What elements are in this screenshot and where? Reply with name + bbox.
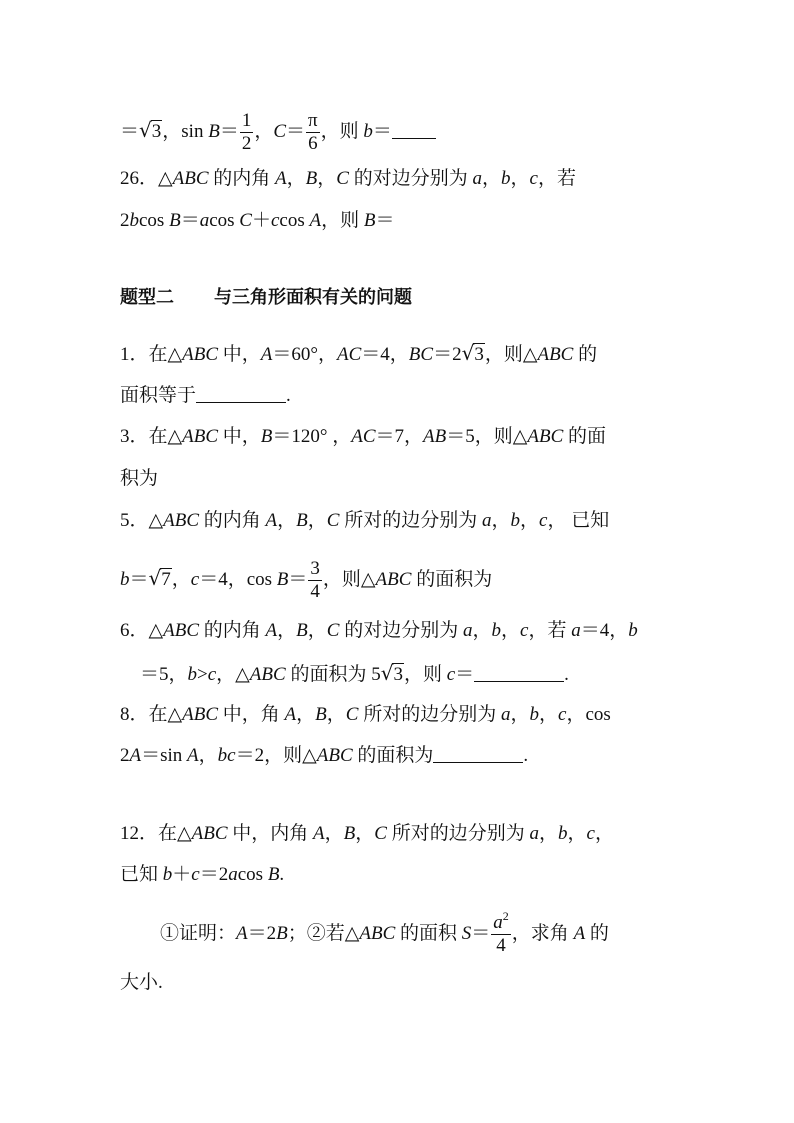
var: A xyxy=(284,704,297,725)
var: ABC xyxy=(527,426,564,447)
text: 的 xyxy=(573,344,598,365)
text: ， xyxy=(296,704,316,725)
question-5-line2 xyxy=(120,558,492,603)
var: c xyxy=(520,620,529,641)
answer-blank[interactable] xyxy=(474,663,564,682)
question-8-line1 xyxy=(120,702,611,728)
numerator: 1 xyxy=(241,110,252,131)
text: 2 xyxy=(120,745,130,766)
text: 26．△ xyxy=(120,168,173,189)
text: ， xyxy=(501,620,521,641)
text: ＝ xyxy=(129,568,149,590)
text: ＝sin xyxy=(141,745,188,766)
text: . xyxy=(279,864,285,885)
text: 所对的边分别为 xyxy=(339,510,482,531)
text: ， xyxy=(277,510,297,531)
text: 的 xyxy=(585,922,609,944)
text: 的内角 xyxy=(208,168,276,189)
text: 的对边分别为 xyxy=(339,620,463,641)
text: ， xyxy=(567,823,587,844)
heading-title: 与三角形面积有关的问题 xyxy=(214,287,412,307)
text: ＝ xyxy=(120,120,140,142)
fraction xyxy=(306,110,320,155)
text: ＝5，则△ xyxy=(446,426,528,447)
var: C xyxy=(336,168,349,189)
var: b xyxy=(628,620,638,641)
text: ＝ xyxy=(180,210,200,231)
var: c xyxy=(529,168,538,189)
fraction xyxy=(240,110,254,155)
question-12-line2 xyxy=(120,862,284,888)
text: ， xyxy=(307,510,327,531)
var: ABC xyxy=(172,168,209,189)
text: ， xyxy=(317,168,337,189)
text: ＋ xyxy=(251,210,271,231)
text: ， xyxy=(254,120,274,142)
line-continuation xyxy=(120,110,436,155)
text: cos xyxy=(209,210,240,231)
text: ，若 xyxy=(537,168,576,189)
numerator xyxy=(491,909,511,934)
answer-blank[interactable] xyxy=(196,384,286,403)
text: ， xyxy=(538,823,558,844)
var: B xyxy=(315,704,327,725)
question-12-line3 xyxy=(160,909,609,957)
text: ＝4， xyxy=(361,344,409,365)
var: ABC xyxy=(359,922,396,944)
text: ＝120° ， xyxy=(272,426,352,447)
var: ABC xyxy=(316,745,353,766)
denominator: 6 xyxy=(306,132,320,155)
text: ，则△ xyxy=(484,344,538,365)
question-5-line1 xyxy=(120,508,609,534)
var: b xyxy=(129,210,139,231)
var: A xyxy=(313,823,325,844)
text: ＝ xyxy=(471,922,491,944)
radicand: 3 xyxy=(474,344,484,365)
sqrt-expression: √7 xyxy=(148,565,171,590)
numerator: π xyxy=(308,110,318,131)
var: c xyxy=(270,210,280,231)
text: 的内角 xyxy=(199,620,266,641)
text: 6．△ xyxy=(120,620,164,641)
var: B xyxy=(267,864,280,885)
var: b xyxy=(491,620,501,641)
var: b xyxy=(558,823,568,844)
text: . xyxy=(564,664,569,685)
numerator: 3 xyxy=(310,558,320,579)
denominator: 4 xyxy=(491,934,511,957)
question-3-line1 xyxy=(120,424,606,450)
text: ， 已知 xyxy=(547,510,610,531)
text: 的面积为 5 xyxy=(285,664,381,685)
text: 中， xyxy=(218,344,261,365)
radicand: 3 xyxy=(151,120,162,142)
sqrt-expression: √3 xyxy=(461,341,484,365)
var: A xyxy=(275,168,287,189)
text: ， xyxy=(510,704,530,725)
var: B xyxy=(276,922,288,944)
var: B xyxy=(169,210,181,231)
var: a xyxy=(500,704,511,725)
text: ，则△ xyxy=(322,568,376,590)
var: A xyxy=(265,510,278,531)
text: ， xyxy=(277,620,297,641)
text: ＝2 xyxy=(433,344,462,365)
text: 已知 xyxy=(120,864,163,885)
var: B xyxy=(208,120,220,142)
text: 8．在△ xyxy=(120,704,183,725)
var: B xyxy=(296,620,308,641)
fraction xyxy=(308,558,322,603)
section-heading xyxy=(120,284,412,310)
text: ， xyxy=(481,168,501,189)
text: . xyxy=(286,385,291,406)
question-6-line1 xyxy=(120,618,638,644)
answer-blank[interactable] xyxy=(433,744,523,763)
text: ；②若△ xyxy=(287,922,360,944)
var: C xyxy=(239,210,252,231)
text: ＝60°， xyxy=(272,344,337,365)
text: cos xyxy=(279,210,310,231)
var: ABC xyxy=(182,426,219,447)
superscript: 2 xyxy=(502,909,509,923)
text: 中，内角 xyxy=(227,823,314,844)
text: ，则 xyxy=(320,120,364,142)
text: 3．在△ xyxy=(120,426,183,447)
var: C xyxy=(345,704,359,725)
text: ， xyxy=(594,823,614,844)
text: 中，角 xyxy=(218,704,285,725)
var: a xyxy=(493,912,503,933)
var: a xyxy=(472,168,482,189)
text: ①证明： xyxy=(160,922,237,944)
var: BC xyxy=(408,344,434,365)
text: ＝4，cos xyxy=(199,568,277,590)
text: ＝4， xyxy=(580,620,629,641)
denominator: 2 xyxy=(241,133,252,154)
var: B xyxy=(296,510,308,531)
text: ， xyxy=(491,510,511,531)
text: 的面积为 xyxy=(411,568,493,590)
question-12-line4 xyxy=(120,970,163,996)
text: 所对的边分别为 xyxy=(386,823,530,844)
var: B xyxy=(343,823,356,844)
text: ，cos xyxy=(566,704,611,725)
question-6-line2 xyxy=(140,660,569,688)
var: B xyxy=(363,210,376,231)
var: b xyxy=(501,168,511,189)
var: ABC xyxy=(375,568,412,590)
text: ，则 xyxy=(403,664,447,685)
text: 1．在△ xyxy=(120,344,183,365)
var: c xyxy=(586,823,595,844)
question-26-line1 xyxy=(120,166,576,192)
var: AC xyxy=(351,426,376,447)
var: a xyxy=(199,210,210,231)
radicand: 7 xyxy=(161,568,171,590)
text: ＝ xyxy=(375,210,395,231)
var: c xyxy=(191,864,200,885)
text: ， xyxy=(326,704,346,725)
sqrt-expression: √3 xyxy=(380,661,403,685)
text: 积为 xyxy=(120,468,159,489)
question-26-line2 xyxy=(120,208,395,234)
text: ， xyxy=(324,823,344,844)
text: ＝ xyxy=(455,664,475,685)
var: b xyxy=(187,664,198,685)
var: A xyxy=(265,620,278,641)
var: B xyxy=(260,426,273,447)
var: ABC xyxy=(163,620,200,641)
text: ， xyxy=(539,704,559,725)
var: b xyxy=(120,568,130,590)
var: b xyxy=(529,704,539,725)
text: ， xyxy=(307,620,327,641)
text: ，△ xyxy=(216,664,250,685)
var: A xyxy=(573,922,586,944)
text: ，则 xyxy=(321,210,364,231)
text: ， xyxy=(286,168,306,189)
text: ， xyxy=(171,568,191,590)
var: c xyxy=(446,664,456,685)
var: A xyxy=(129,745,142,766)
text: 12．在△ xyxy=(120,823,192,844)
text: cos xyxy=(237,864,268,885)
answer-blank[interactable] xyxy=(392,120,436,139)
var: ABC xyxy=(537,344,574,365)
var: a xyxy=(462,620,473,641)
var: AB xyxy=(423,426,447,447)
text: ，若 xyxy=(528,620,572,641)
var: A xyxy=(236,922,248,944)
text: ＝2，则△ xyxy=(235,745,317,766)
denominator: 4 xyxy=(310,581,320,602)
var: a xyxy=(571,620,581,641)
text: 面积等于 xyxy=(120,385,197,406)
var: b xyxy=(363,120,373,142)
var: C xyxy=(273,120,287,142)
text: ＝ xyxy=(286,120,306,142)
text: 的面 xyxy=(563,426,607,447)
text: 所对的边分别为 xyxy=(358,704,501,725)
var: ABC xyxy=(249,664,286,685)
var: ABC xyxy=(182,344,219,365)
var: B xyxy=(276,568,289,590)
question-3-line2 xyxy=(120,466,158,492)
question-1-line2 xyxy=(120,383,291,409)
var: B xyxy=(305,168,318,189)
sqrt-expression: √3 xyxy=(139,117,162,142)
var: C xyxy=(326,510,340,531)
text: 的对边分别为 xyxy=(348,168,473,189)
fraction xyxy=(491,909,511,957)
text: 大小. xyxy=(120,972,163,993)
text: ＝5， xyxy=(140,664,188,685)
var: C xyxy=(326,620,340,641)
text: 的面积为 xyxy=(352,745,434,766)
var: a xyxy=(481,510,492,531)
var: a xyxy=(228,864,238,885)
question-12-line1 xyxy=(120,821,614,847)
var: A xyxy=(260,344,273,365)
var: b xyxy=(510,510,520,531)
var: ABC xyxy=(163,510,200,531)
text: ＝7， xyxy=(375,426,424,447)
radicand: 3 xyxy=(393,664,403,685)
text: cos xyxy=(139,210,170,231)
var: c xyxy=(539,510,548,531)
text: ， xyxy=(520,510,540,531)
var: A xyxy=(309,210,322,231)
text: 的内角 xyxy=(199,510,266,531)
var: c xyxy=(190,568,200,590)
var: AC xyxy=(337,344,362,365)
text: ，sin xyxy=(162,120,209,142)
heading-label: 题型二 xyxy=(120,287,174,307)
text: ＝2 xyxy=(247,922,277,944)
text: ， xyxy=(510,168,530,189)
question-1-line1 xyxy=(120,340,597,368)
text: ， xyxy=(355,823,375,844)
var: ABC xyxy=(191,823,228,844)
text: 的面积 xyxy=(395,922,462,944)
var: b xyxy=(162,864,173,885)
var: ABC xyxy=(182,704,219,725)
text: > xyxy=(197,664,208,685)
var: A xyxy=(187,745,199,766)
text: . xyxy=(523,745,529,766)
text: ， xyxy=(198,745,218,766)
var: c xyxy=(207,664,217,685)
var: C xyxy=(374,823,387,844)
text: 中， xyxy=(218,426,261,447)
var: c xyxy=(558,704,567,725)
var: a xyxy=(529,823,539,844)
var: S xyxy=(461,922,472,944)
text: ＝ xyxy=(219,120,239,142)
text: 2 xyxy=(120,210,130,231)
text: ＋ xyxy=(172,864,192,885)
text: ＝2 xyxy=(199,864,229,885)
var: bc xyxy=(217,745,236,766)
text: ＝ xyxy=(288,568,308,590)
text: 5．△ xyxy=(120,510,164,531)
question-8-line2 xyxy=(120,743,528,769)
text: ， xyxy=(472,620,492,641)
text: ，求角 xyxy=(511,922,574,944)
text: ＝ xyxy=(372,120,392,142)
